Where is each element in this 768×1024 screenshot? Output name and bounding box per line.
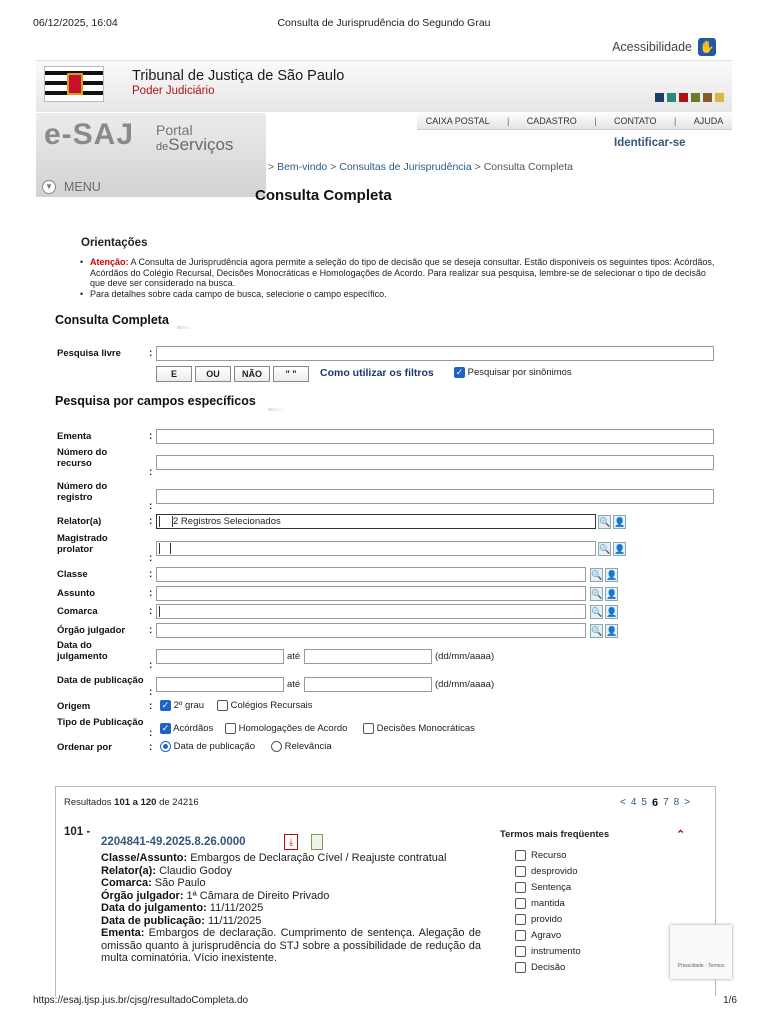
court-name: Tribunal de Justiça de São Paulo [132,68,345,84]
origem-colegios-option[interactable]: Colégios Recursais [217,700,312,711]
termo-checkbox[interactable] [515,866,526,877]
label-data-publicacao: Data de publicação [57,675,144,686]
relator-input[interactable]: 2 Registros Selecionados [156,514,596,529]
portal-label: Portal [156,122,193,138]
termo-checkbox[interactable] [515,946,526,957]
orientacoes-list [90,257,715,299]
operator-quotes-button[interactable]: " " [273,366,309,382]
origem-2grau-option[interactable]: ✓ 2º grau [161,700,205,712]
termo-checkbox[interactable] [515,962,526,973]
label-pesquisa-livre: Pesquisa livre [57,348,121,359]
termo-item[interactable]: desprovido [515,863,581,879]
select-user-icon[interactable]: 👤 [614,517,626,527]
page-link[interactable]: 5 [641,797,647,808]
termo-checkbox[interactable] [515,898,526,909]
search-icon[interactable]: 🔍 [591,589,603,599]
top-nav: CAIXA POSTAL | CADASTRO | CONTATO | AJUDA [417,112,732,130]
operator-nao-button[interactable]: NÃO [234,366,270,382]
search-icon[interactable]: 🔍 [591,626,603,636]
section-consulta-completa: Consulta Completa [55,313,169,327]
termo-item[interactable]: instrumento [515,943,581,959]
menu-toggle[interactable] [36,176,266,197]
termo-item[interactable]: Decisão [515,959,581,975]
portal-servicos: deServiços [156,135,234,154]
operator-e-button[interactable]: E [156,366,192,382]
tipo-homologacoes-option[interactable]: Homologações de Acordo [225,723,347,734]
label-numero-registro: Número do registro [57,481,108,503]
tipo-acordaos-option[interactable]: ✓ Acórdãos [161,723,214,735]
select-tree-icon[interactable]: 👤 [606,570,618,580]
label-classe: Classe [57,569,88,580]
label-origem: Origem [57,701,91,712]
magistrado-input[interactable] [156,541,596,556]
ordenar-relevancia-radio[interactable] [271,741,282,752]
result-details: Classe/Assunto: Embargos de Declaração Cível / Reajuste contratual Relator(a): Claudio Godoy Comarca: São Paulo Órgão julgador: 1ª Câmara de Direito Privado Data do julgamento: 11/11/2025 Data de publicação: 11/11/2025 Ementa: Embargos de declaração. Cumprimento de sentença. Alegação de omissão quanto à jurisprudência do STJ sobre a possibilidade de redução da multa cominatória. Vício inexistente. [101,852,481,964]
select-user-icon[interactable]: 👤 [614,544,626,554]
print-footer-page: 1/6 [723,995,737,1006]
orientacao-item: • Atenção: A Consulta de Jurisprudência agora permite a seleção do tipo de decisão que se deseja consultar. Estão disponíveis os seguintes tipos: Acórdãos, Acórdãos do Colégio Recursal, Decisões Monocráticas e Homologações de Acordo. Para realizar sua pesquisa, lembre-se de selecionar o tipo de decisão que deve ser considerado na busca. [90,257,715,289]
print-footer-url: https://esaj.tjsp.jus.br/cjsg/resultadoCompleta.do [33,995,249,1006]
origem-2grau-checkbox[interactable]: ✓ [161,700,170,710]
esaj-logo: e-SAJ [44,118,135,151]
section-flag [268,408,284,411]
numero-recurso-input[interactable] [156,455,714,470]
color-swatches [655,93,724,102]
termo-checkbox[interactable] [515,850,526,861]
result-number: 101 - [64,826,91,838]
pagination [620,797,690,809]
pesquisa-livre-input[interactable] [156,346,714,361]
ate-label: até [287,679,301,690]
termo-checkbox[interactable] [515,882,526,893]
label-ementa: Ementa [57,431,92,442]
breadcrumb-current: Consulta Completa [483,161,573,173]
accessibility-label: Acessibilidade [612,40,692,54]
ordenar-data-radio[interactable] [160,741,171,752]
label-assunto: Assunto [57,588,95,599]
label-numero-recurso: Número do recurso [57,447,108,469]
orientacoes-heading: Orientações [81,237,148,249]
select-tree-icon[interactable]: 👤 [606,589,618,599]
ate-label: até [287,651,301,662]
search-icon[interactable]: 🔍 [599,517,611,527]
search-icon[interactable]: 🔍 [591,607,603,617]
page-link[interactable]: 7 [663,797,669,808]
page-current: 6 [651,797,659,809]
section-campos-especificos: Pesquisa por campos específicos [55,394,256,408]
label-relator: Relator(a) [57,516,102,527]
tipo-monocraticas-option[interactable]: Decisões Monocráticas [363,723,475,734]
data-publicacao-fim-input[interactable] [304,677,432,692]
label-data-julgamento: Data do julgamento [57,640,108,662]
termo-item[interactable]: mantida [515,895,581,911]
date-format-hint: (dd/mm/aaaa) [435,679,495,690]
document-icon[interactable] [311,834,323,850]
ementa-input[interactable] [156,429,714,444]
classe-input[interactable] [156,567,586,582]
identificar-link[interactable]: Identificar-se [614,137,686,149]
print-title: Consulta de Jurisprudência do Segundo Grau [277,17,491,29]
tjsp-logo [44,66,104,102]
accessibility-link[interactable] [612,38,716,56]
nav-cadastro[interactable]: CADASTRO [526,115,577,126]
label-orgao-julgador: Órgão julgador [57,625,126,636]
select-user-icon[interactable]: 👤 [606,626,618,636]
numero-registro-input[interactable] [156,489,714,504]
page-title: Consulta Completa [255,187,392,204]
operator-ou-button[interactable]: OU [195,366,231,382]
termo-checkbox[interactable] [515,930,526,941]
termo-item[interactable]: Recurso [515,847,581,863]
date-format-hint: (dd/mm/aaaa) [435,651,495,662]
page-link[interactable]: 8 [673,797,680,808]
court-subtitle: Poder Judiciário [132,85,215,97]
breadcrumb-consultas[interactable]: Consultas de Jurisprudência [339,161,472,173]
breadcrumb: > Bem-vindo > Consultas de Jurisprudência > Consulta Completa [268,161,573,173]
select-user-icon[interactable]: 👤 [606,607,618,617]
label-comarca: Comarca [57,606,98,617]
page-next[interactable]: > [684,797,691,808]
data-publicacao-inicio-input[interactable] [156,677,284,692]
pdf-icon[interactable]: ⤓ [284,834,298,850]
menu-label: MENU [64,179,101,194]
tipo-monocraticas-checkbox[interactable] [363,723,374,734]
page-prev[interactable]: < [620,797,626,808]
comarca-input[interactable] [156,604,586,619]
nav-caixa-postal[interactable]: CAIXA POSTAL [425,115,490,126]
ordenar-data-option[interactable]: Data de publicação [160,741,255,752]
tipo-homologacoes-checkbox[interactable] [225,723,236,734]
termo-item[interactable]: provido [515,911,581,927]
results-count: Resultados 101 a 120 de 24216 [64,797,199,808]
sinonimos-option[interactable]: ✓ Pesquisar por sinônimos [455,367,572,379]
section-flag [177,326,193,329]
termo-item[interactable]: Agravo [515,927,581,943]
termos-list [515,847,581,975]
label-tipo-publicacao: Tipo de Publicação [57,717,144,728]
collapse-icon[interactable]: ⌃ [676,829,686,841]
recaptcha-badge[interactable]: Privacidade - Termos [670,925,732,979]
nav-ajuda[interactable]: AJUDA [693,115,724,126]
ordenar-relevancia-option[interactable]: Relevância [271,741,332,752]
assunto-input[interactable] [156,586,586,601]
data-julgamento-fim-input[interactable] [304,649,432,664]
search-icon[interactable]: 🔍 [599,544,611,554]
orientacao-item: • Para detalhes sobre cada campo de busca, selecione o campo específico. [90,289,715,300]
result-process-link[interactable]: 2204841-49.2025.8.26.0000 [101,836,246,848]
accessibility-icon: ✋ [699,40,715,54]
page-link[interactable]: 4 [630,797,637,808]
tipo-acordaos-checkbox[interactable]: ✓ [161,723,170,733]
termo-item[interactable]: Sentença [515,879,581,895]
orgao-julgador-input[interactable] [156,623,586,638]
como-utilizar-link[interactable]: Como utilizar os filtros [320,367,434,379]
chevron-down-icon: ▼ [42,180,56,194]
nav-contato[interactable]: CONTATO [614,115,657,126]
origem-colegios-checkbox[interactable] [217,700,228,711]
search-icon[interactable]: 🔍 [591,570,603,580]
print-datetime: 06/12/2025, 16:04 [33,17,118,29]
data-julgamento-inicio-input[interactable] [156,649,284,664]
termos-heading: Termos mais freqüentes [500,829,610,840]
breadcrumb-bem-vindo[interactable]: Bem-vindo [277,161,328,173]
label-magistrado: Magistrado prolator [57,533,108,555]
sinonimos-checkbox[interactable]: ✓ [455,367,464,377]
label-ordenar-por: Ordenar por [57,742,112,753]
termo-checkbox[interactable] [515,914,526,925]
